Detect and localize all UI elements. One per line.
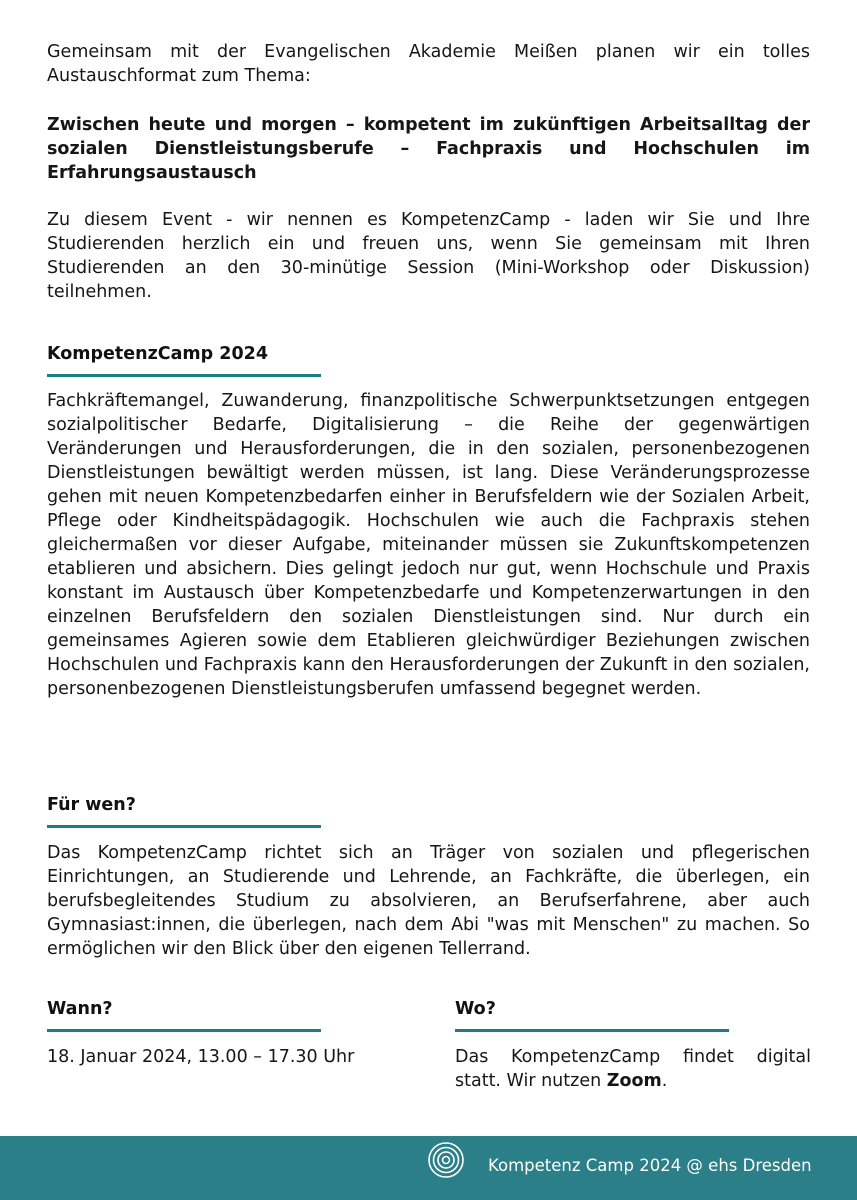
location-suffix: . bbox=[661, 1071, 668, 1091]
section-heading-when bbox=[47, 997, 321, 1032]
footer-text: Kompetenz Camp 2024 @ ehs Dresden bbox=[488, 1156, 812, 1175]
section-heading-audience bbox=[47, 793, 321, 828]
invitation-text: Zu diesem Event - wir nennen es KompetenzCamp - laden wir Sie und Ihre Studierenden herzlich ein und freuen uns, wenn Sie gemeinsam mit Ihren Studierenden an den 30-minütige Session (Mini-Workshop oder Diskussion) teilnehmen. bbox=[47, 210, 810, 302]
location-text: Das KompetenzCamp findet digital statt. Wir nutzen bbox=[455, 1047, 811, 1091]
heading-where: Wo? bbox=[455, 999, 496, 1019]
heading-underline bbox=[47, 825, 321, 828]
audience-description: Das KompetenzCamp richtet sich an Träger von sozialen und pflegerischen Einrichtungen, an Studierende und Lehrende, an Fachkräfte, die überlegen, ein berufsbegleitendes Studium zu absolvieren, an Berufserfahrene, aber auch Gymnasiast:innen, die überlegen, nach dem Abi "was mit Menschen" zu machen. So ermöglichen wir den Blick über den eigenen Tellerrand. bbox=[47, 843, 810, 959]
event-date: 18. Januar 2024, 13.00 – 17.30 Uhr bbox=[47, 1047, 355, 1067]
section-heading-camp bbox=[47, 342, 321, 377]
camp-description: Fachkräftemangel, Zuwanderung, finanzpolitische Schwerpunktsetzungen entgegen sozialpolitischer Bedarfe, Digitalisierung – die Reihe der gegenwärtigen Veränderungen und Herausforderungen, die in den sozialen, personenbezogenen Dienstleistungen bewältigt werden müssen, ist lang. Diese Veränderungsprozesse gehen mit neuen Kompetenzbedarfen einher in Berufsfeldern wie der Sozialen Arbeit, Pflege oder Kindheitspädagogik. Hochschulen wie auch die Fachpraxis stehen gleichermaßen vor dieser Aufgabe, miteinander müssen sie Zukunftskompetenzen etablieren und absichern. Dies gelingt jedoch nur gut, wenn Hochschule und Praxis konstant im Austausch über Kompetenzbedarfe und Kompetenzerwartungen in den einzelnen Berufsfeldern den sozialen Dienstleistungen sind. Nur durch ein gemeinsames Agieren sowie dem Etablieren gleichwürdiger Beziehungen zwischen Hochschulen und Fachpraxis kann den Herausforderungen der Zukunft in den sozialen, personenbezogenen Dienstleistungsberufen umfassend begegnet werden. bbox=[47, 391, 810, 699]
event-title: Zwischen heute und morgen – kompetent im zukünftigen Arbeitsalltag der sozialen Dienstleistungsberufe – Fachpraxis und Hochschulen im Erfahrungsaustausch bbox=[47, 115, 810, 183]
footer-bar bbox=[0, 1136, 857, 1200]
intro-text: Gemeinsam mit der Evangelischen Akademie Meißen planen wir ein tolles Austauschformat zum Thema: bbox=[47, 42, 810, 86]
heading-underline bbox=[47, 1029, 321, 1032]
concentric-circles-logo-icon bbox=[426, 1140, 466, 1180]
section-heading-where bbox=[455, 997, 729, 1032]
heading-audience: Für wen? bbox=[47, 795, 136, 815]
heading-underline bbox=[455, 1029, 729, 1032]
heading-camp: KompetenzCamp 2024 bbox=[47, 344, 268, 364]
location-platform: Zoom bbox=[606, 1071, 662, 1091]
event-location bbox=[455, 1045, 811, 1093]
heading-underline bbox=[47, 374, 321, 377]
heading-when: Wann? bbox=[47, 999, 113, 1019]
